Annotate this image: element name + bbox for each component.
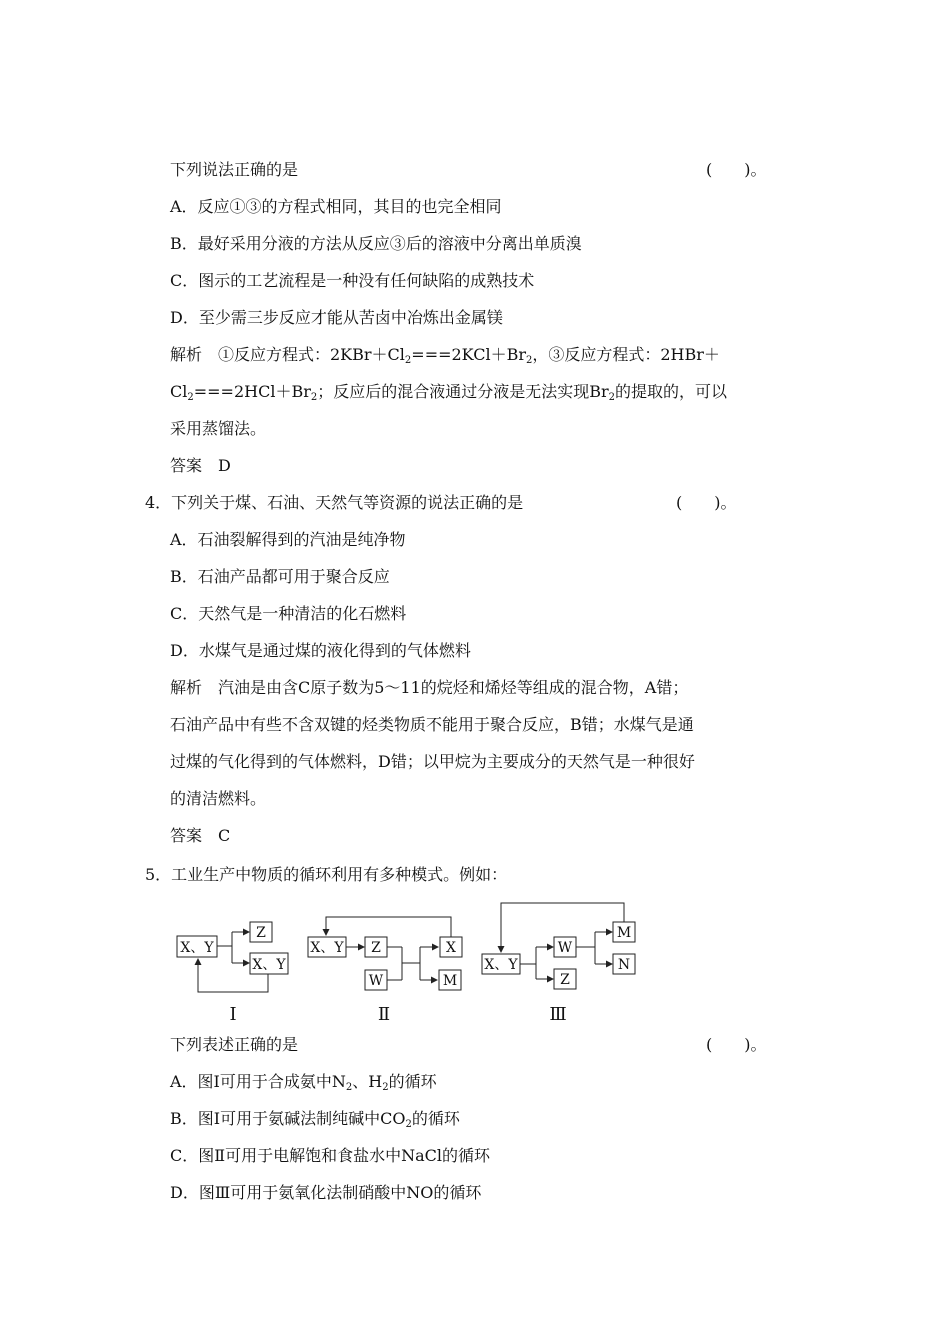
d3-label-n: N (617, 957, 631, 973)
q3-option-a: A．反应①③的方程式相同，其目的也完全相同 (170, 197, 502, 216)
q3-option-b: B．最好采用分液的方法从反应③后的溶液中分离出单质溴 (170, 234, 582, 253)
q4-analysis-line-2: 石油产品中有些不含双键的烃类物质不能用于聚合反应，B错；水煤气是通 (170, 715, 694, 734)
q5-answer-paren: ( )。 (706, 1035, 767, 1054)
q4-option-a: A．石油裂解得到的汽油是纯净物 (170, 530, 406, 549)
q3-analysis-line-2: $Cl_2===2HCl+Br_2$；反应后的混合液通过分液是无法实现$Br_2$的提取的，可以 (170, 382, 728, 403)
d3-label-w: W (557, 940, 573, 956)
q4-stem: 4．下列关于煤、石油、天然气等资源的说法正确的是 (145, 493, 524, 512)
q4-analysis-line-4: 的清洁燃料。 (170, 789, 267, 808)
q4-option-d: D．水煤气是通过煤的液化得到的气体燃料 (170, 641, 471, 660)
d1-label-xy2: X、Y (252, 957, 286, 973)
q4-option-c: C．天然气是一种清洁的化石燃料 (170, 604, 407, 623)
d2-label-z: Z (371, 940, 381, 956)
q3-answer-paren: ( )。 (706, 160, 767, 179)
d2-label-m: M (442, 973, 458, 989)
q5-stem-2: 下列表述正确的是 (170, 1035, 299, 1054)
q3-option-c: C．图示的工艺流程是一种没有任何缺陷的成熟技术 (170, 271, 535, 290)
q4-answer: 答案 C (170, 826, 231, 845)
d3-label-z: Z (560, 972, 570, 988)
d2-caption: Ⅱ (377, 1004, 391, 1025)
q3-answer: 答案 D (170, 456, 231, 475)
d2-label-x: X (446, 940, 456, 956)
q5-option-c: C．图Ⅱ可用于电解饱和食盐水中NaCl的循环 (170, 1146, 491, 1165)
d2-label-xy: X、Y (310, 940, 344, 956)
d1-label-z: Z (256, 925, 266, 941)
cycle-diagrams (0, 895, 950, 1025)
q4-answer-paren: ( )。 (676, 493, 737, 512)
d3-label-m: M (616, 925, 632, 941)
q5-option-d: D．图Ⅲ可用于氨氧化法制硝酸中NO的循环 (170, 1183, 482, 1202)
q3-analysis-line-3: 采用蒸馏法。 (170, 419, 267, 438)
q3-analysis-line-1: 解析 ①反应方程式：$2KBr+Cl_2===2KCl+Br_2$，③反应方程式：2HBr＋ (170, 345, 720, 366)
q3-stem: 下列说法正确的是 (170, 160, 299, 179)
d3-label-xy: X、Y (484, 957, 518, 973)
d3-caption: Ⅲ (549, 1004, 567, 1025)
q4-option-b: B．石油产品都可用于聚合反应 (170, 567, 390, 586)
q4-analysis-line-1: 解析 汽油是由含C原子数为5～11的烷烃和烯烃等组成的混合物，A错； (170, 678, 689, 697)
d1-label-xy: X、Y (180, 940, 214, 956)
d2-label-w: W (368, 973, 384, 989)
q5-option-b: B．图Ⅰ可用于氨碱法制纯碱中$CO_2$的循环 (170, 1109, 460, 1130)
q5-stem: 5．工业生产中物质的循环利用有多种模式。例如： (145, 865, 508, 884)
q3-option-d: D．至少需三步反应才能从苦卤中冶炼出金属镁 (170, 308, 503, 327)
q5-option-a: A．图Ⅰ可用于合成氨中$N_2$、$H_2$的循环 (170, 1072, 437, 1093)
d1-caption: Ⅰ (229, 1004, 237, 1025)
q4-analysis-line-3: 过煤的气化得到的气体燃料，D错；以甲烷为主要成分的天然气是一种很好 (170, 752, 695, 771)
